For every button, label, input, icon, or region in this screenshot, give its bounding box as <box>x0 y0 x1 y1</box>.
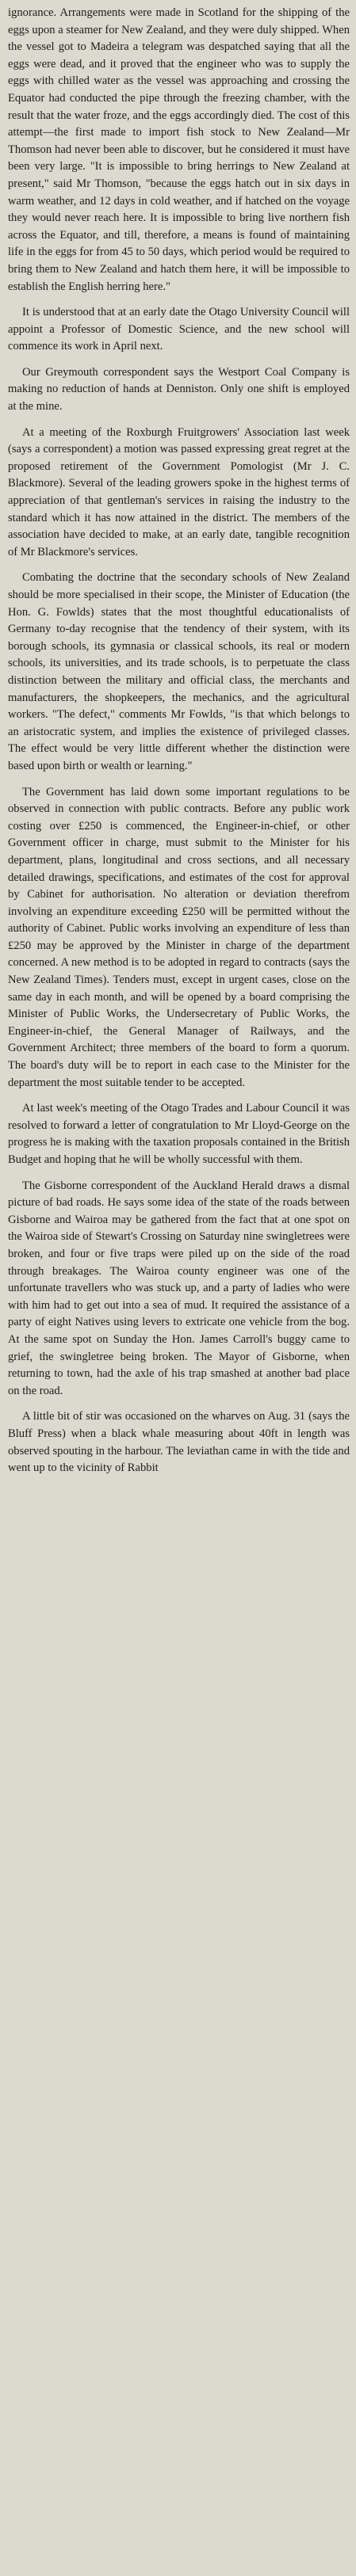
paragraph-gisborne-roads: The Gisborne correspondent of the Auckland Herald draws a dismal picture of bad roads. He says some idea of the state of the roads between Gisborne and Wairoa may be gathered from the fact that at one spot on the Wairoa side of Stewart's Crossing on Saturday nine swingletrees were broken, and four or five traps were piled up on the side of the road through breakages. The Wairoa county engineer was one of the unfortunate travellers who was stuck up, and a party of ladies who were with him had to get out into a sea of mud. It required the assistance of a party of eight Natives using levers to extricate one vehicle from the bog. At the same spot on Sunday the Hon. James Carroll's buggy came to grief, the swingletree being broken. The Mayor of Gisborne, when returning to town, had the axle of his trap smashed at another bad place on the road. <box>8 1179 350 1397</box>
paragraph-otago-university: It is understood that at an early date the Otago University Council will appoint a Professor of Domestic Science, and the new school will commence its work in April next. <box>8 306 350 353</box>
paragraph-fish-eggs: ignorance. Arrangements were made in Scotland for the shipping of the eggs upon a steamer for New Zealand, and they were duly shipped. When the vessel got to Madeira a telegram was despatched saying that all the eggs were dead, and it proved that the engineer who was to supply the eggs with chilled water as the vessel was approaching and crossing the Equator had conducted the pipe through the freezing chamber, with the result that the water froze, and the eggs accordingly died. The cost of this attempt—the first made to import fish stock to New Zealand—Mr Thomson had never been able to discover, but he considered it must have been very large. "It is impossible to bring herrings to New Zealand at present," said Mr Thomson, "because the eggs hatch out in six days in warm weather, and 12 days in cold weather, and if hatched on the voyage they would never reach here. It is impossible to bring live northern fish across the Equator, and till, therefore, a means is found of maintaining life in the eggs for from 45 to 50 days, which period would be required to bring them to New Zealand and hatch them here, it will be impossible to establish the English herring here." <box>8 6 350 293</box>
paragraph-westport-coal: Our Greymouth correspondent says the Westport Coal Company is making no reduction of hands at Denniston. Only one shift is employed at the mine. <box>8 365 350 413</box>
paragraph-public-contracts: The Government has laid down some important regulations to be observed in connection with public contracts. Before any public work costing over £250 is commenced, the Engineer-in-chief, or other Government officer in charge, must submit to the Minister for his department, plans, longitudinal and cross sections, and all necessary detailed drawings, specifications, and estimates of the cost for approval by Cabinet for authorisation. No alteration or deviation therefrom involving an expenditure exceeding £250 will be permitted without the authority of Cabinet. Public works involving an expenditure of less than £250 may be approved by the Minister in charge of the department concerned. A new method is to be adopted in regard to contracts (says the New Zealand Times). Tenders must, except in urgent cases, close on the same day in each month, and will be opened by a board comprising the Minister of Public Works, the Undersecretary of Public Works, the Engineer-in-chief, the General Manager of Railways, and the Government Architect; three members of the board to form a quorum. The board's duty will be to report in each case to the Minister for the department the most suitable tender to be accepted. <box>8 785 350 1089</box>
text-column <box>8 5 350 1477</box>
paragraph-secondary-schools: Combating the doctrine that the secondary schools of New Zealand should be more specialised in their scope, the Minister of Education (the Hon. G. Fowlds) states that the most thoughtful educationalists of Germany to-day recognise that the tendency of their system, with its borough schools, its gymnasia or classical schools, its real or modern schools, its universities, and its trade schools, is to perpetuate the class distinction between the military and official class, the merchants and manufacturers, the shopkeepers, the mechanics, and the agricultural workers. "The defect," comments Mr Fowlds, "is that which belongs to an aristocratic system, and implies the existence of privileged classes. The effect would be very little different whether the distinction were based upon birth or wealth or learning." <box>8 571 350 772</box>
paragraph-roxburgh-fruitgrowers: At a meeting of the Roxburgh Fruitgrowers' Association last week (says a correspondent) a motion was passed expressing great regret at the proposed retirement of the Government Pomologist (Mr J. C. Blackmore). Several of the leading growers spoke in the highest terms of appreciation of that gentleman's services in raising the industry to the standard which it has now attained in the district. The members of the association have decided to make, at an early date, tangible recognition of Mr Blackmore's services. <box>8 425 350 558</box>
paragraph-trades-labour-council: At last week's meeting of the Otago Trades and Labour Council it was resolved to forward a letter of congratulation to Mr Lloyd-George on the progress he is making with the taxation proposals contained in the British Budget and hoping that he will be wholly successful with them. <box>8 1102 350 1166</box>
paragraph-black-whale: A little bit of stir was occasioned on the wharves on Aug. 31 (says the Bluff Press) when a black whale measuring about 40ft in length was observed spouting in the harbour. The leviathan came in with the tide and went up to the vicinity of Rabbit <box>8 1410 350 1475</box>
